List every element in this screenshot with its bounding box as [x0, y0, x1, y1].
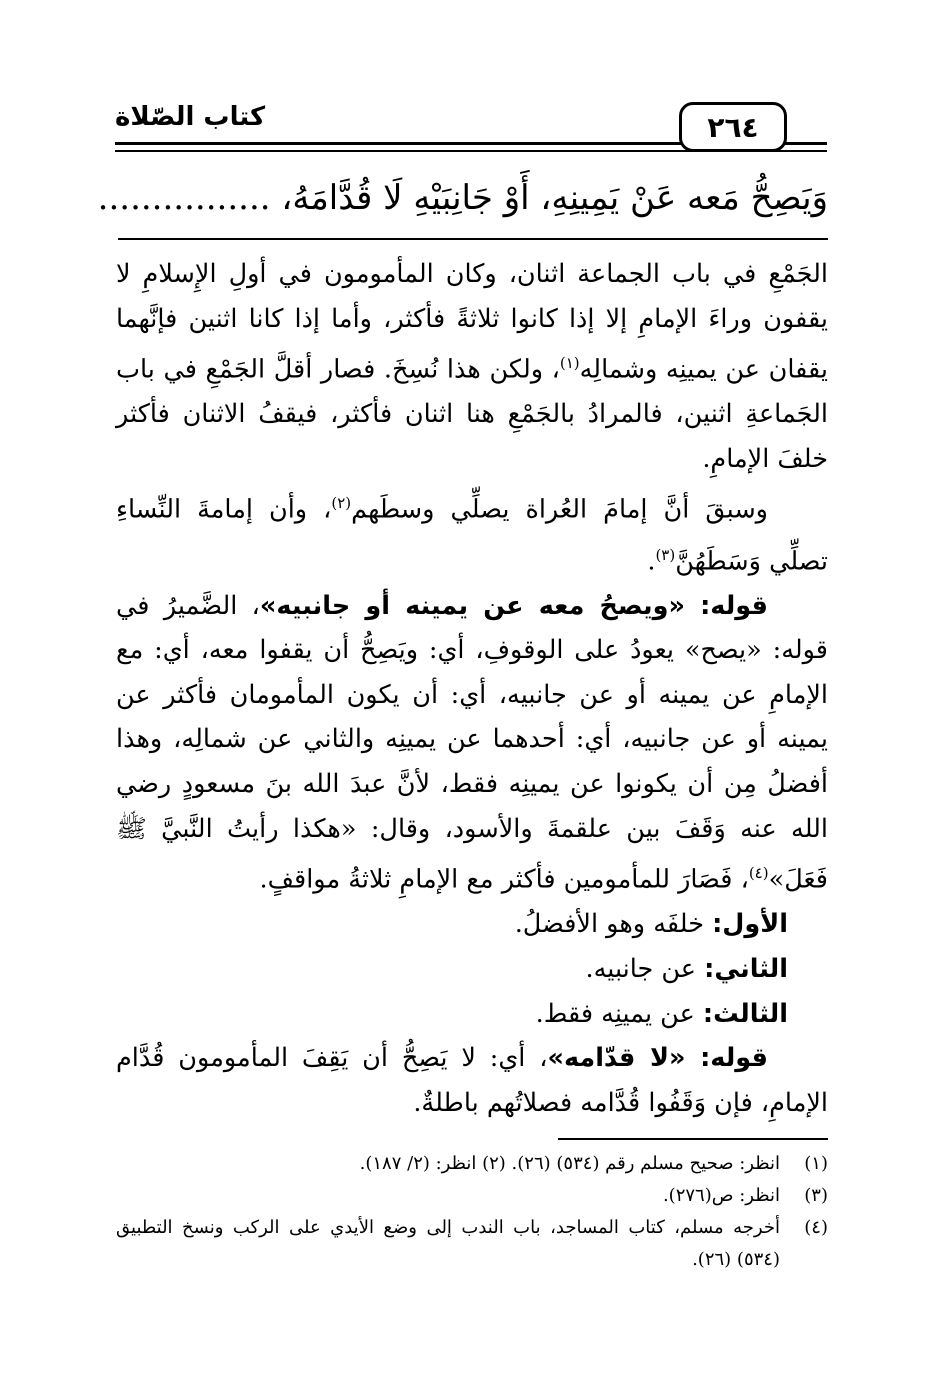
footnote [116, 1148, 828, 1180]
paragraph-text: ، الضَّميرُ في قوله: «يصح» يعودُ على الوقوفِ، أي: ويَصِحُّ أن يقفوا معه، أي: مع الإمامِ عن يمينه أو عن جانبيه، أي: أن يكون المأمومان فأكثر عن يمينه أو عن جانبيه، أي: أحدهما عن يمينِه والثاني عن شمالِه، وهذا أفضلُ مِن أن يكونوا عن يمينِه فقط، لأنَّ عبدَ الله بنَ مسعودٍ رضي الله عنه وَقَفَ بين علقمةَ والأسود، وقال: «هكذا رأيتُ النَّبيَّ ﷺ فَعَلَ» [116, 590, 828, 895]
footnote-ref[interactable]: (٢) [331, 494, 352, 513]
quote-label: قوله: «لا قدّامه» [547, 1043, 768, 1074]
list-item-label: الثالث: [702, 998, 788, 1029]
matn-dots: ................ [97, 178, 271, 218]
page-number-frame [679, 102, 787, 152]
matn-statement [97, 168, 828, 228]
matn-separator [118, 238, 828, 240]
footnote-text: انظر: ص(٢٧٦). [662, 1185, 780, 1206]
list-item-text: عن يمينِه فقط. [535, 998, 703, 1029]
footnote-separator [558, 1138, 828, 1140]
footnote-text: انظر: صحيح مسلم رقم (٥٣٤) (٢٦). (٢) انظر: (٢/ ١٨٧). [359, 1153, 780, 1174]
quote-label: قوله: «ويصحُ معه عن يمينه أو جانبيه» [259, 590, 768, 621]
page-number: ٢٦٤ [707, 110, 759, 144]
paragraph [116, 1036, 828, 1125]
footnotes [116, 1148, 828, 1276]
list-item-text: خلفَه وهو الأفضلُ. [514, 909, 713, 940]
footnote-number: (٤) [804, 1217, 828, 1238]
footnote [116, 1212, 828, 1276]
list-item [116, 947, 788, 992]
footnote-number: (٣) [804, 1185, 828, 1206]
book-title: كتاب الصّلاة [115, 102, 266, 132]
paragraph-text: ، أي: لا يَصِحُّ أن يَقِفَ المأمومون قُدَّام الإمامِ، فإن وَقَفُوا قُدَّامه فصلاتُهم باطلةٌ. [116, 1043, 828, 1118]
paragraph-text: وسبقَ أنَّ إمامَ العُراة يصلِّي وسطَهم [351, 494, 768, 525]
paragraph-text: . [647, 546, 656, 577]
paragraph [116, 252, 828, 481]
footnote-text: أخرجه مسلم، كتاب المساجد، باب الندب إلى وضع الأيدي على الركب ونسخ التطبيق (٥٣٤) (٢٦). [116, 1217, 780, 1270]
list-item-label: الثاني: [704, 953, 788, 984]
paragraph-text: الجَمْعِ في باب الجماعة اثنان، وكان المأمومون في أولِ الإِسلامِ لا يقفون وراءَ الإمامِ إلا إذا كانوا ثلاثةً فأكثر، وأما إذا كانا اثنين فإنَّهما يقفان عن يمينِه وشمالِه [116, 259, 828, 385]
paragraph-text: ، فَصَارَ للمأمومين فأكثر مع الإمامِ ثلاثةُ مواقفٍ. [259, 864, 749, 895]
matn-text: وَيَصِحُّ مَعه عَنْ يَمِينِهِ، أَوْ جَانِبَيْهِ لَا قُدَّامَهُ، [281, 178, 828, 218]
list-item-text: عن جانبيه. [585, 953, 705, 984]
footnote-ref[interactable]: (٣) [655, 545, 676, 564]
footnote-ref[interactable]: (٤) [748, 864, 769, 883]
footnote-number: (١) [804, 1153, 828, 1174]
page-header [115, 98, 827, 160]
paragraph [116, 584, 828, 903]
list-item [116, 992, 788, 1037]
paragraph [116, 481, 828, 583]
footnote [116, 1180, 828, 1212]
paragraph-text: ، وأن إمامةَ النِّساءِ تصلِّي وَسَطَهُنَّ [116, 494, 828, 577]
footnote-ref[interactable]: (١) [559, 354, 580, 373]
list-item [116, 902, 788, 947]
commentary-body [116, 252, 828, 1125]
list-item-label: الأول: [712, 909, 788, 940]
paragraph-text: ، ولكن هذا نُسِخَ. فصار أقلَّ الجَمْعِ في باب الجَماعةِ اثنين، فالمرادُ بالجَمْعِ هنا اثنان فأكثر، فيقفُ الاثنان فأكثر خلفَ الإمامِ. [116, 354, 828, 474]
